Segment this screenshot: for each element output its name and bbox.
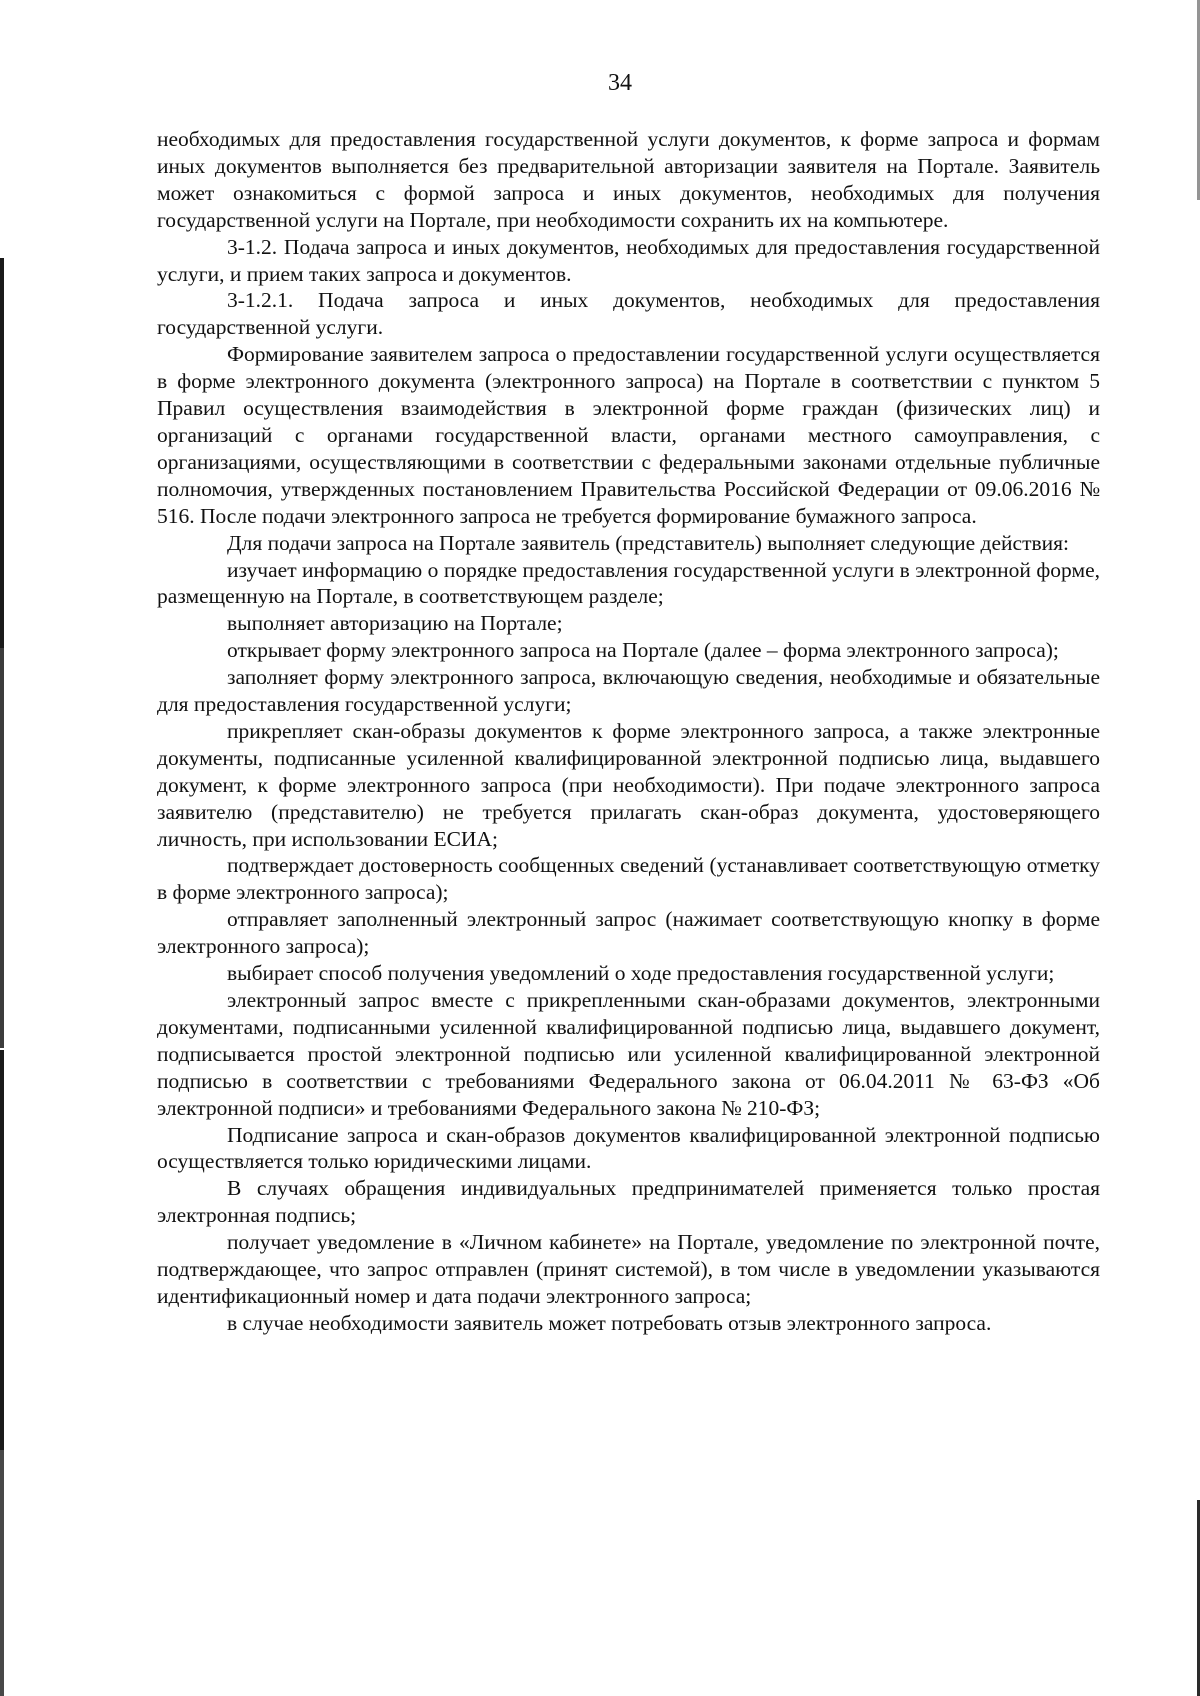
paragraph-entrepreneurs-signature: В случаях обращения индивидуальных предпринимателей применяется только простая электронная подпись; <box>157 1176 1100 1228</box>
paragraph-action-open-form: открывает форму электронного запроса на Портале (далее – форма электронного запроса); <box>227 638 1059 663</box>
document-body <box>157 126 1100 1337</box>
paragraph-action-authorize: выполняет авторизацию на Портале; <box>227 611 563 636</box>
paragraph-action-receive-notification: получает уведомление в «Личном кабинете» на Портале, уведомление по электронной почте, подтверждающее, что запрос отправлен (принят системой), в том числе в уведомлении указываются идентификационный номер и дата подачи электронного запроса; <box>157 1230 1100 1308</box>
paragraph-actions-intro: Для подачи запроса на Портале заявитель (представитель) выполняет следующие действия: <box>227 530 1069 555</box>
scan-edge-left-middle <box>0 648 4 1048</box>
paragraph-action-study-info: изучает информацию о порядке предоставления государственной услуги в электронной форме, размещенную на Портале, в соответствующем разделе; <box>157 557 1100 609</box>
paragraph-action-withdraw: в случае необходимости заявитель может потребовать отзыв электронного запроса. <box>227 1310 992 1335</box>
paragraph-action-attach-scans: прикрепляет скан-образы документов к форме электронного запроса, а также электронные документы, подписанные усиленной квалифицированной электронной подписью лица, выдавшего документ, к форме электронного запроса (при необходимости). При подаче электронного запроса заявителю (представителю) не требуется прилагать скан-образ документа, удостоверяющего личность, при использовании ЕСИА; <box>157 718 1100 851</box>
paragraph-action-send: отправляет заполненный электронный запрос (нажимает соответствующую кнопку в форме электронного запроса); <box>157 907 1100 959</box>
scan-edge-left-lower <box>0 1050 4 1450</box>
paragraph-action-fill-form: заполняет форму электронного запроса, включающую сведения, необходимые и обязательные для предоставления государственной услуги; <box>157 665 1100 717</box>
paragraph-continuation: необходимых для предоставления государственной услуги документов, к форме запроса и формам иных документов выполняется без предварительной авторизации заявителя на Портале. Заявитель может ознакомиться с формой запроса и иных документов, необходимых для получения государственной услуги на Портале, при необходимости сохранить их на компьютере. <box>157 127 1100 232</box>
paragraph-section-3-1-2-1: 3-1.2.1. Подача запроса и иных документов, необходимых для предоставления государственной услуги. <box>157 288 1100 340</box>
paragraph-request-formation: Формирование заявителем запроса о предоставлении государственной услуги осуществляется в форме электронного документа (электронного запроса) на Портале в соответствии с пунктом 5 Правил осуществления взаимодействия в электронной форме граждан (физических лиц) и организаций с органами государственной власти, органами местного самоуправления, с организациями, осуществляющими в соответствии с федеральными законами отдельные публичные полномочия, утвержденных постановлением Правительства Российской Федерации от 09.06.2016 № 516. После подачи электронного запроса не требуется формирование бумажного запроса. <box>157 342 1100 528</box>
paragraph-action-confirm: подтверждает достоверность сообщенных сведений (устанавливает соответствующую отметку в форме электронного запроса); <box>157 853 1100 905</box>
paragraph-action-notification-method: выбирает способ получения уведомлений о ходе предоставления государственной услуги; <box>227 961 1055 986</box>
paragraph-signature-requirements: электронный запрос вместе с прикрепленными скан-образами документов, электронными документами, подписанными усиленной квалифицированной подписью лица, выдавшего документ, подписывается простой электронной подписью или усиленной квалифицированной электронной подписью в соответствии с требованиями Федерального закона от 06.04.2011 № 63-ФЗ «Об электронной подписи» и требованиями Федерального закона № 210-ФЗ; <box>157 988 1100 1120</box>
scan-edge-left-upper <box>0 258 4 648</box>
paragraph-section-3-1-2: 3-1.2. Подача запроса и иных документов, необходимых для предоставления государственной услуги, и прием таких запроса и документов. <box>157 234 1100 286</box>
scan-edge-left-bottom <box>0 1450 4 1696</box>
paragraph-legal-entities-signature: Подписание запроса и скан-образов документов квалифицированной электронной подписью осуществляется только юридическими лицами. <box>157 1122 1100 1174</box>
page-number: 34 <box>608 70 632 96</box>
